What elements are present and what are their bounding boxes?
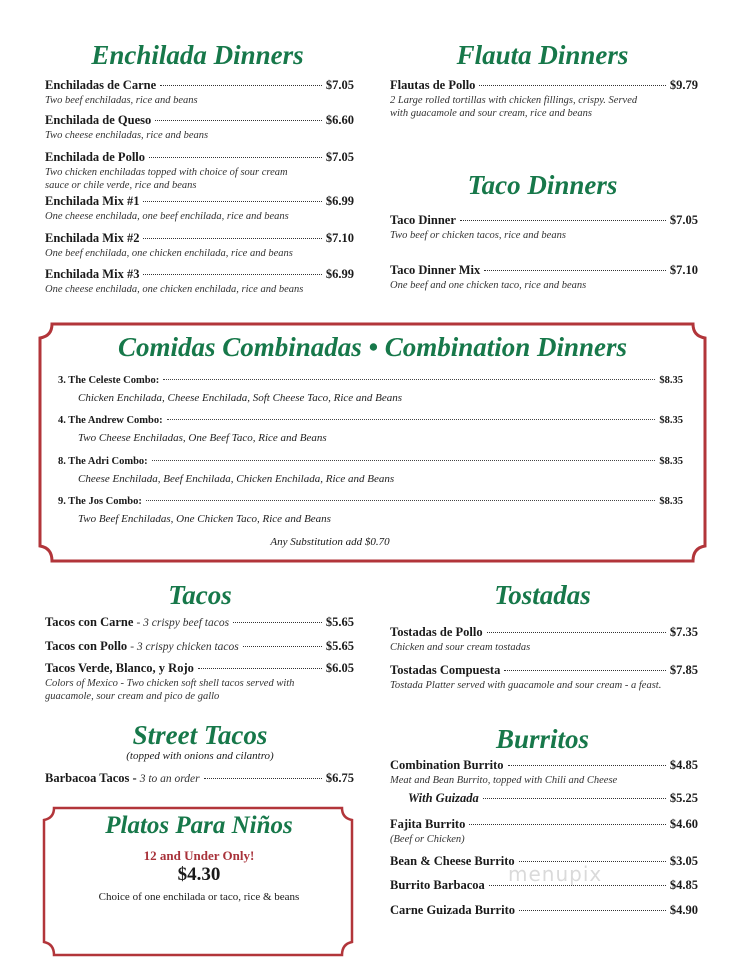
item-price: $7.10 xyxy=(325,231,354,245)
dot-leader xyxy=(487,632,666,633)
menu-item xyxy=(45,150,354,165)
dot-leader xyxy=(160,85,322,86)
item-price: $6.99 xyxy=(325,194,354,208)
item-price: $9.79 xyxy=(669,78,698,92)
ninos-age-note: 12 and Under Only! xyxy=(143,848,255,863)
section-title-tostadas: Tostadas xyxy=(494,580,591,610)
item-price: $8.35 xyxy=(659,415,683,426)
menu-item xyxy=(390,663,698,678)
substitution-note: Any Substitution add $0.70 xyxy=(270,536,390,548)
section-title-flauta: Flauta Dinners xyxy=(456,40,629,70)
dot-leader xyxy=(469,824,666,825)
menu-item xyxy=(390,213,698,228)
menu-item xyxy=(390,817,698,832)
item-desc: Colors of Mexico - Two chicken soft shell tacos served with guacamole, sour cream and pico de gallo xyxy=(45,678,295,702)
item-name: Enchilada Mix #1 xyxy=(45,194,140,208)
item-price: $5.65 xyxy=(325,639,354,653)
section-title-tacos: Tacos xyxy=(168,580,232,610)
item-price: $4.85 xyxy=(669,878,698,892)
dot-leader xyxy=(152,460,656,461)
menu-item xyxy=(45,615,354,630)
item-name: Carne Guizada Burrito xyxy=(390,903,515,917)
item-desc: One cheese enchilada, one beef enchilada, rice and beans xyxy=(45,211,289,222)
menu-item xyxy=(390,625,698,640)
dot-leader xyxy=(519,861,666,862)
item-desc: Chicken Enchilada, Cheese Enchilada, Soft Cheese Taco, Rice and Beans xyxy=(78,392,403,404)
item-desc: 2 Large rolled tortillas with chicken fillings, crispy. Served with guacamole and sour cream, rice and beans xyxy=(390,95,638,119)
menu-item xyxy=(45,78,354,93)
item-price: $4.90 xyxy=(669,903,698,917)
menu-item xyxy=(390,854,698,869)
section-title-street-tacos: Street Tacos xyxy=(132,720,268,750)
watermark: menupix xyxy=(508,862,603,886)
dot-leader xyxy=(233,622,322,623)
dot-leader xyxy=(483,798,666,799)
menu-item xyxy=(390,263,698,278)
item-desc: Two beef or chicken tacos, rice and beans xyxy=(390,230,566,241)
item-desc: Tostada Platter served with guacamole and sour cream - a feast. xyxy=(390,680,662,691)
item-price: $6.05 xyxy=(325,661,354,675)
item-name: 4. The Andrew Combo: xyxy=(58,415,163,426)
item-desc: Two Cheese Enchiladas, One Beef Taco, Rice and Beans xyxy=(78,432,327,444)
dot-leader xyxy=(489,885,666,886)
section-title-combos: Comidas Combinadas • Combination Dinners xyxy=(117,332,628,362)
item-desc: (Beef or Chicken) xyxy=(390,834,465,845)
item-price: $7.85 xyxy=(669,663,698,677)
item-price: $7.05 xyxy=(325,78,354,92)
menu-item xyxy=(45,231,354,246)
street-tacos-subtitle: (topped with onions and cilantro) xyxy=(126,750,274,762)
item-price: $8.35 xyxy=(659,375,683,386)
item-name: Enchilada de Queso xyxy=(45,113,152,127)
item-name: 9. The Jos Combo: xyxy=(58,496,142,507)
item-price: $6.75 xyxy=(325,771,354,785)
dot-leader xyxy=(519,910,666,911)
item-price: $4.60 xyxy=(669,817,698,831)
item-name: Enchilada Mix #3 xyxy=(45,267,140,281)
dot-leader xyxy=(198,668,322,669)
item-name: Tostadas de Pollo xyxy=(390,625,483,639)
item-price: $8.35 xyxy=(659,496,683,507)
dot-leader xyxy=(163,379,655,380)
item-desc: Chicken and sour cream tostadas xyxy=(390,642,531,653)
item-price: $7.05 xyxy=(325,150,354,164)
menu-item xyxy=(45,661,354,676)
item-name: 8. The Adri Combo: xyxy=(58,456,148,467)
dot-leader xyxy=(504,670,666,671)
item-name: Barbacoa Tacos - xyxy=(45,771,137,785)
dot-leader xyxy=(155,120,322,121)
item-desc: One beef enchilada, one chicken enchilada, rice and beans xyxy=(45,248,293,259)
dot-leader xyxy=(460,220,666,221)
menu-item xyxy=(58,456,683,467)
dot-leader xyxy=(143,274,321,275)
item-price: $8.35 xyxy=(659,456,683,467)
menu-item xyxy=(58,415,683,426)
dot-leader xyxy=(484,270,666,271)
item-name: Combination Burrito xyxy=(390,758,504,772)
item-name: Enchiladas de Carne xyxy=(45,78,157,92)
dot-leader xyxy=(479,85,665,86)
item-name: Taco Dinner Mix xyxy=(390,263,481,277)
item-desc: Two Beef Enchiladas, One Chicken Taco, Rice and Beans xyxy=(78,513,331,525)
item-name: Fajita Burrito xyxy=(390,817,466,831)
dot-leader xyxy=(149,157,322,158)
menu-item xyxy=(45,639,354,654)
menu-item xyxy=(390,758,698,773)
item-price: $5.65 xyxy=(325,615,354,629)
item-name: Tacos con Pollo xyxy=(45,639,128,653)
dot-leader xyxy=(243,646,322,647)
item-price: $3.05 xyxy=(669,854,698,868)
item-name: Bean & Cheese Burrito xyxy=(390,854,515,868)
item-price: $4.85 xyxy=(669,758,698,772)
item-price: $7.10 xyxy=(669,263,698,277)
dot-leader xyxy=(143,238,321,239)
item-inline-desc: 3 to an order xyxy=(139,773,200,785)
dot-leader xyxy=(143,201,321,202)
item-inline-desc: - 3 crispy beef tacos xyxy=(136,617,230,629)
item-name: Tostadas Compuesta xyxy=(390,663,501,677)
item-price: $7.05 xyxy=(669,213,698,227)
item-name: Tacos con Carne xyxy=(45,615,134,629)
item-desc: Two beef enchiladas, rice and beans xyxy=(45,95,198,106)
item-inline-desc: - 3 crispy chicken tacos xyxy=(130,641,239,653)
item-desc: Meat and Bean Burrito, topped with Chili and Cheese xyxy=(390,775,618,786)
menu-item xyxy=(45,194,354,209)
menu-item xyxy=(45,771,354,786)
menu-item xyxy=(45,267,354,282)
section-title-taco-dinners: Taco Dinners xyxy=(467,170,618,200)
item-name: Flautas de Pollo xyxy=(390,78,476,92)
item-name: Taco Dinner xyxy=(390,213,456,227)
item-price: $7.35 xyxy=(669,625,698,639)
item-price: $6.60 xyxy=(325,113,354,127)
item-desc: Cheese Enchilada, Beef Enchilada, Chicken Enchilada, Rice and Beans xyxy=(78,473,395,485)
item-name: Burrito Barbacoa xyxy=(390,878,485,892)
dot-leader xyxy=(508,765,666,766)
item-desc: One beef and one chicken taco, rice and beans xyxy=(390,280,587,291)
item-name: Enchilada de Pollo xyxy=(45,150,146,164)
item-desc: One cheese enchilada, one chicken enchilada, rice and beans xyxy=(45,284,304,295)
menu-item xyxy=(58,496,683,507)
menu-item xyxy=(390,78,698,93)
item-desc: Two chicken enchiladas topped with choice of sour cream sauce or chile verde, rice and beans xyxy=(45,167,288,191)
section-title-burritos: Burritos xyxy=(495,724,590,754)
menu-item xyxy=(408,791,698,806)
dot-leader xyxy=(204,778,322,779)
item-price: $6.99 xyxy=(325,267,354,281)
item-price: $5.25 xyxy=(669,791,698,805)
item-name: Tacos Verde, Blanco, y Rojo xyxy=(45,661,194,675)
item-name: Enchilada Mix #2 xyxy=(45,231,140,245)
item-name: 3. The Celeste Combo: xyxy=(58,375,160,386)
ninos-price: $4.30 xyxy=(177,864,221,885)
menu-item xyxy=(390,903,698,918)
section-title-enchilada: Enchilada Dinners xyxy=(91,40,304,70)
menu-item xyxy=(58,375,683,386)
item-desc: Two cheese enchiladas, rice and beans xyxy=(45,130,209,141)
dot-leader xyxy=(146,500,656,501)
dot-leader xyxy=(167,419,656,420)
menu-item xyxy=(390,878,698,893)
ninos-desc: Choice of one enchilada or taco, rice & beans xyxy=(98,891,300,903)
item-name: With Guizada xyxy=(408,791,479,805)
ninos-title: Platos Para Niños xyxy=(105,812,293,839)
menu-item xyxy=(45,113,354,128)
